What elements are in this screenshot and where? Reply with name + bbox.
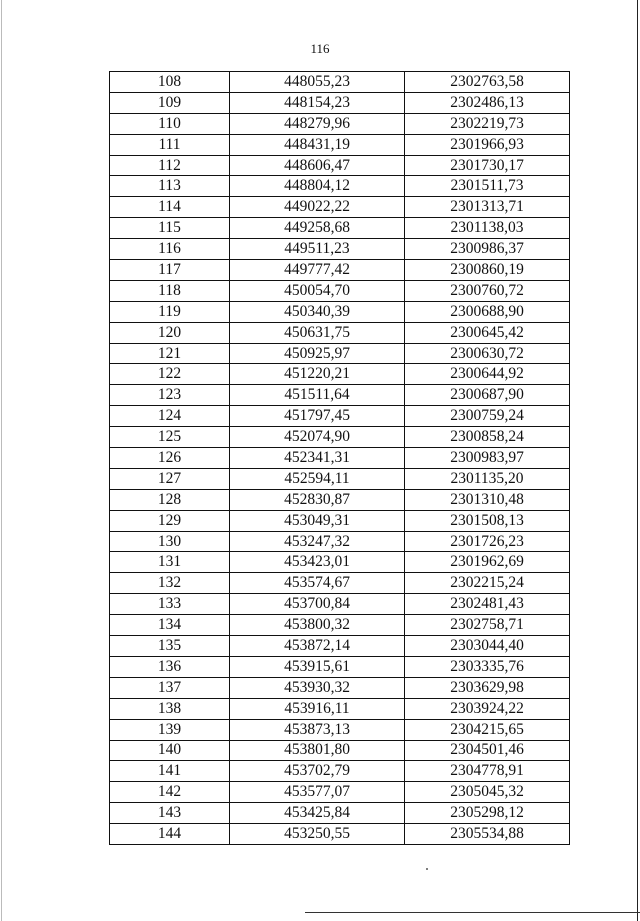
point-number-cell: 120 xyxy=(110,322,230,343)
point-number-cell: 125 xyxy=(110,427,230,448)
x-coordinate-cell: 453873,13 xyxy=(230,719,405,740)
point-number-cell: 110 xyxy=(110,113,230,134)
point-number-cell: 126 xyxy=(110,448,230,469)
x-coordinate-cell: 449258,68 xyxy=(230,218,405,239)
y-coordinate-cell: 2301511,73 xyxy=(405,176,570,197)
table-row xyxy=(110,322,570,343)
point-number-cell: 108 xyxy=(110,72,230,93)
point-number-cell: 139 xyxy=(110,719,230,740)
x-coordinate-cell: 448606,47 xyxy=(230,155,405,176)
table-row xyxy=(110,113,570,134)
y-coordinate-cell: 2303629,98 xyxy=(405,677,570,698)
table-row xyxy=(110,92,570,113)
table-row xyxy=(110,155,570,176)
table-row xyxy=(110,594,570,615)
table-row xyxy=(110,636,570,657)
y-coordinate-cell: 2305534,88 xyxy=(405,824,570,845)
table-row xyxy=(110,615,570,636)
point-number-cell: 140 xyxy=(110,740,230,761)
table-row xyxy=(110,468,570,489)
point-number-cell: 112 xyxy=(110,155,230,176)
x-coordinate-cell: 448154,23 xyxy=(230,92,405,113)
x-coordinate-cell: 453049,31 xyxy=(230,510,405,531)
y-coordinate-cell: 2301313,71 xyxy=(405,197,570,218)
y-coordinate-cell: 2304501,46 xyxy=(405,740,570,761)
x-coordinate-cell: 452341,31 xyxy=(230,448,405,469)
point-number-cell: 122 xyxy=(110,364,230,385)
x-coordinate-cell: 453872,14 xyxy=(230,636,405,657)
y-coordinate-cell: 2304778,91 xyxy=(405,761,570,782)
table-row xyxy=(110,239,570,260)
y-coordinate-cell: 2300759,24 xyxy=(405,406,570,427)
y-coordinate-cell: 2302758,71 xyxy=(405,615,570,636)
x-coordinate-cell: 453915,61 xyxy=(230,656,405,677)
y-coordinate-cell: 2301508,13 xyxy=(405,510,570,531)
x-coordinate-cell: 449777,42 xyxy=(230,260,405,281)
y-coordinate-cell: 2301135,20 xyxy=(405,468,570,489)
x-coordinate-cell: 453574,67 xyxy=(230,573,405,594)
x-coordinate-cell: 453425,84 xyxy=(230,803,405,824)
x-coordinate-cell: 449511,23 xyxy=(230,239,405,260)
scan-edge-bottom xyxy=(305,912,640,913)
y-coordinate-cell: 2303335,76 xyxy=(405,656,570,677)
x-coordinate-cell: 448279,96 xyxy=(230,113,405,134)
point-number-cell: 130 xyxy=(110,531,230,552)
y-coordinate-cell: 2302486,13 xyxy=(405,92,570,113)
table-row xyxy=(110,427,570,448)
table-row xyxy=(110,656,570,677)
point-number-cell: 136 xyxy=(110,656,230,677)
x-coordinate-cell: 449022,22 xyxy=(230,197,405,218)
point-number-cell: 123 xyxy=(110,385,230,406)
y-coordinate-cell: 2301138,03 xyxy=(405,218,570,239)
table-row xyxy=(110,552,570,573)
coordinates-table-body xyxy=(110,72,570,845)
y-coordinate-cell: 2301310,48 xyxy=(405,489,570,510)
table-row xyxy=(110,740,570,761)
table-row xyxy=(110,385,570,406)
point-number-cell: 115 xyxy=(110,218,230,239)
table-row xyxy=(110,218,570,239)
table-row xyxy=(110,573,570,594)
x-coordinate-cell: 450925,97 xyxy=(230,343,405,364)
y-coordinate-cell: 2300860,19 xyxy=(405,260,570,281)
table-row xyxy=(110,719,570,740)
y-coordinate-cell: 2300687,90 xyxy=(405,385,570,406)
table-row xyxy=(110,176,570,197)
point-number-cell: 127 xyxy=(110,468,230,489)
coordinates-table xyxy=(109,71,570,845)
point-number-cell: 109 xyxy=(110,92,230,113)
y-coordinate-cell: 2303924,22 xyxy=(405,698,570,719)
y-coordinate-cell: 2302219,73 xyxy=(405,113,570,134)
point-number-cell: 118 xyxy=(110,280,230,301)
x-coordinate-cell: 451220,21 xyxy=(230,364,405,385)
x-coordinate-cell: 450340,39 xyxy=(230,301,405,322)
table-row xyxy=(110,364,570,385)
point-number-cell: 121 xyxy=(110,343,230,364)
y-coordinate-cell: 2303044,40 xyxy=(405,636,570,657)
x-coordinate-cell: 451797,45 xyxy=(230,406,405,427)
y-coordinate-cell: 2302215,24 xyxy=(405,573,570,594)
y-coordinate-cell: 2301966,93 xyxy=(405,134,570,155)
table-row xyxy=(110,761,570,782)
table-row xyxy=(110,489,570,510)
point-number-cell: 134 xyxy=(110,615,230,636)
y-coordinate-cell: 2300688,90 xyxy=(405,301,570,322)
scan-edge-right xyxy=(637,0,638,921)
y-coordinate-cell: 2302763,58 xyxy=(405,72,570,93)
table-row xyxy=(110,301,570,322)
point-number-cell: 142 xyxy=(110,782,230,803)
table-row xyxy=(110,803,570,824)
y-coordinate-cell: 2305298,12 xyxy=(405,803,570,824)
x-coordinate-cell: 448055,23 xyxy=(230,72,405,93)
x-coordinate-cell: 450631,75 xyxy=(230,322,405,343)
table-row xyxy=(110,280,570,301)
y-coordinate-cell: 2305045,32 xyxy=(405,782,570,803)
page-number: 116 xyxy=(310,41,330,56)
table-row xyxy=(110,197,570,218)
table-row xyxy=(110,531,570,552)
table-row xyxy=(110,824,570,845)
x-coordinate-cell: 448431,19 xyxy=(230,134,405,155)
y-coordinate-cell: 2301730,17 xyxy=(405,155,570,176)
y-coordinate-cell: 2300858,24 xyxy=(405,427,570,448)
x-coordinate-cell: 451511,64 xyxy=(230,385,405,406)
x-coordinate-cell: 453702,79 xyxy=(230,761,405,782)
table-row xyxy=(110,406,570,427)
x-coordinate-cell: 453801,80 xyxy=(230,740,405,761)
y-coordinate-cell: 2300983,97 xyxy=(405,448,570,469)
scan-speck xyxy=(426,868,428,870)
y-coordinate-cell: 2304215,65 xyxy=(405,719,570,740)
point-number-cell: 128 xyxy=(110,489,230,510)
y-coordinate-cell: 2300645,42 xyxy=(405,322,570,343)
table-row xyxy=(110,343,570,364)
y-coordinate-cell: 2301726,23 xyxy=(405,531,570,552)
y-coordinate-cell: 2300644,92 xyxy=(405,364,570,385)
point-number-cell: 135 xyxy=(110,636,230,657)
x-coordinate-cell: 453800,32 xyxy=(230,615,405,636)
table-row xyxy=(110,260,570,281)
table-row xyxy=(110,134,570,155)
point-number-cell: 117 xyxy=(110,260,230,281)
point-number-cell: 132 xyxy=(110,573,230,594)
table-row xyxy=(110,72,570,93)
table-row xyxy=(110,782,570,803)
y-coordinate-cell: 2300630,72 xyxy=(405,343,570,364)
point-number-cell: 138 xyxy=(110,698,230,719)
y-coordinate-cell: 2301962,69 xyxy=(405,552,570,573)
point-number-cell: 143 xyxy=(110,803,230,824)
point-number-cell: 131 xyxy=(110,552,230,573)
point-number-cell: 124 xyxy=(110,406,230,427)
y-coordinate-cell: 2300986,37 xyxy=(405,239,570,260)
point-number-cell: 133 xyxy=(110,594,230,615)
x-coordinate-cell: 452074,90 xyxy=(230,427,405,448)
x-coordinate-cell: 453577,07 xyxy=(230,782,405,803)
y-coordinate-cell: 2302481,43 xyxy=(405,594,570,615)
point-number-cell: 129 xyxy=(110,510,230,531)
x-coordinate-cell: 453930,32 xyxy=(230,677,405,698)
point-number-cell: 114 xyxy=(110,197,230,218)
x-coordinate-cell: 452594,11 xyxy=(230,468,405,489)
table-row xyxy=(110,698,570,719)
table-row xyxy=(110,677,570,698)
table-row xyxy=(110,510,570,531)
point-number-cell: 113 xyxy=(110,176,230,197)
x-coordinate-cell: 452830,87 xyxy=(230,489,405,510)
table-row xyxy=(110,448,570,469)
scan-edge-left xyxy=(1,0,2,921)
point-number-cell: 116 xyxy=(110,239,230,260)
point-number-cell: 137 xyxy=(110,677,230,698)
point-number-cell: 119 xyxy=(110,301,230,322)
x-coordinate-cell: 453423,01 xyxy=(230,552,405,573)
x-coordinate-cell: 453916,11 xyxy=(230,698,405,719)
y-coordinate-cell: 2300760,72 xyxy=(405,280,570,301)
x-coordinate-cell: 450054,70 xyxy=(230,280,405,301)
point-number-cell: 111 xyxy=(110,134,230,155)
point-number-cell: 144 xyxy=(110,824,230,845)
point-number-cell: 141 xyxy=(110,761,230,782)
x-coordinate-cell: 453247,32 xyxy=(230,531,405,552)
x-coordinate-cell: 453700,84 xyxy=(230,594,405,615)
x-coordinate-cell: 448804,12 xyxy=(230,176,405,197)
x-coordinate-cell: 453250,55 xyxy=(230,824,405,845)
